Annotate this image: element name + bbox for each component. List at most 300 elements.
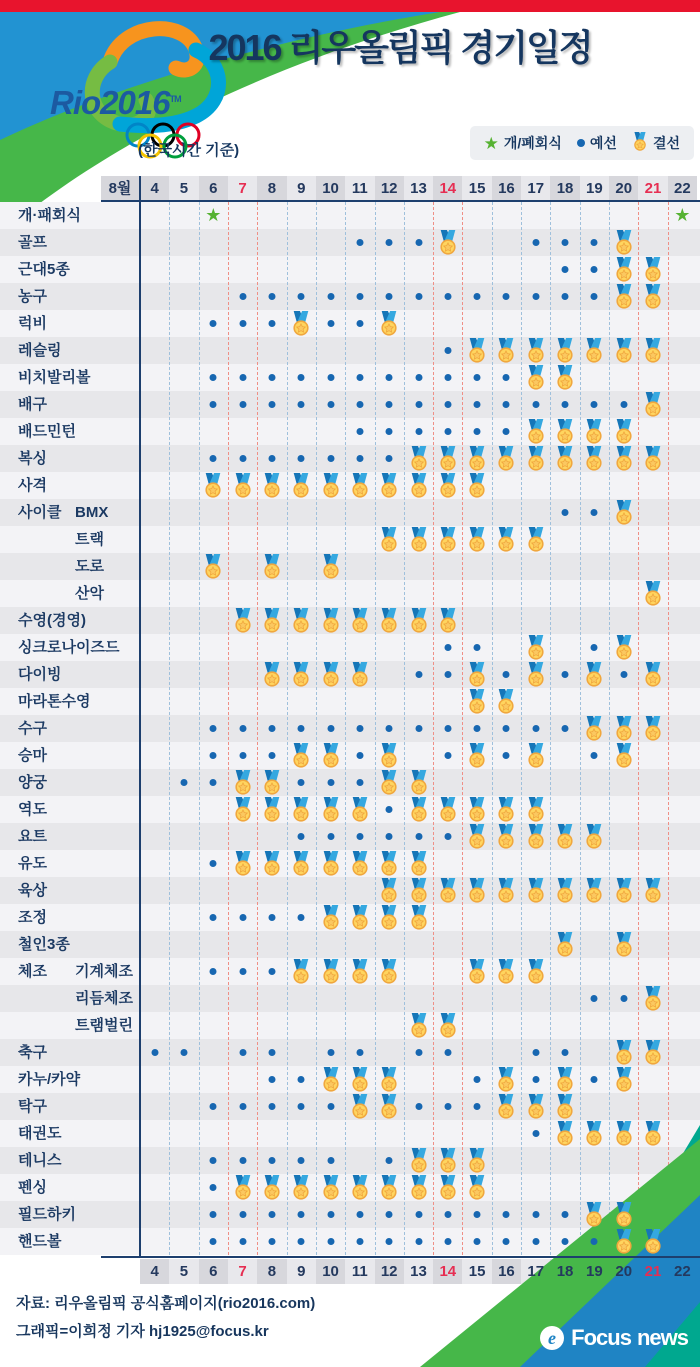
day-number: 4 [150, 1263, 159, 1280]
final-medal-icon [379, 1094, 400, 1119]
final-medal-icon [437, 1148, 458, 1173]
sport-label: 마라톤수영 [18, 693, 91, 710]
medal-icon [261, 608, 282, 633]
final-medal-icon [467, 878, 488, 903]
day-number: 21 [644, 1263, 662, 1280]
day-number: 20 [615, 180, 633, 197]
medal-icon [496, 824, 517, 849]
medal-icon [496, 527, 517, 552]
legend-final-label: 결선 [652, 135, 680, 151]
preliminary-dot-icon [474, 401, 481, 408]
day-number: 5 [179, 1263, 189, 1280]
preliminary-dot-icon [474, 644, 481, 651]
sport-label: 탁구 [18, 1098, 47, 1115]
sport-label: 다이빙 [18, 666, 62, 683]
final-medal-icon [320, 608, 341, 633]
medal-icon [496, 1067, 517, 1092]
medal-icon [379, 959, 400, 984]
preliminary-dot-icon [239, 455, 246, 462]
final-medal-icon [613, 878, 634, 903]
table-bottom-line [101, 1256, 700, 1258]
final-medal-icon [379, 527, 400, 552]
preliminary-dot-icon [503, 752, 510, 759]
preliminary-dot-icon [474, 1238, 481, 1245]
preliminary-dot-icon [591, 995, 598, 1002]
preliminary-dot-icon [327, 293, 334, 300]
preliminary-dot-icon [268, 293, 275, 300]
star-icon: ★ [483, 133, 499, 153]
final-medal-icon [379, 770, 400, 795]
medal-icon [379, 1175, 400, 1200]
medal-icon [555, 446, 576, 471]
preliminary-dot-icon [268, 320, 275, 327]
preliminary-dot-icon [239, 914, 246, 921]
medal-icon [408, 878, 429, 903]
preliminary-dot-icon [298, 725, 305, 732]
day-number: 4 [150, 180, 159, 197]
sport-label: 테니스 [18, 1152, 62, 1169]
medal-icon [261, 770, 282, 795]
medal-icon [555, 878, 576, 903]
preliminary-dot-icon [415, 833, 422, 840]
preliminary-dot-icon [268, 401, 275, 408]
preliminary-dot-icon [444, 671, 451, 678]
preliminary-dot-icon [210, 1184, 217, 1191]
medal-icon [643, 878, 664, 903]
final-medal-icon [320, 1067, 341, 1092]
preliminary-dot-icon [591, 401, 598, 408]
medal-icon [525, 878, 546, 903]
day-header-cell [462, 176, 491, 201]
final-medal-icon [613, 716, 634, 741]
preliminary-dot-icon [386, 401, 393, 408]
final-medal-icon [349, 851, 370, 876]
ceremony-star-icon: ★ [205, 205, 222, 225]
final-medal-icon [437, 473, 458, 498]
preliminary-dot-icon [268, 1103, 275, 1110]
preliminary-dot-icon [474, 725, 481, 732]
sport-label: 근대5종 [18, 261, 70, 278]
medal-icon [584, 338, 605, 363]
preliminary-dot-icon [532, 1211, 539, 1218]
day-header-cell [521, 176, 550, 201]
medal-icon [525, 824, 546, 849]
final-medal-icon [467, 959, 488, 984]
preliminary-dot-icon [474, 1076, 481, 1083]
final-medal-icon [555, 878, 576, 903]
medal-icon [291, 797, 312, 822]
legend-final [632, 132, 680, 154]
preliminary-dot-icon [386, 1157, 393, 1164]
preliminary-dot-icon [503, 671, 510, 678]
sport-label: 승마 [18, 747, 47, 764]
preliminary-dot-icon [532, 1049, 539, 1056]
day-number: 14 [439, 180, 457, 197]
preliminary-dot-icon [444, 725, 451, 732]
preliminary-dot-icon [562, 725, 569, 732]
medal-icon [437, 473, 458, 498]
brand-focus: Focus [571, 1325, 631, 1350]
preliminary-dot-icon [298, 1238, 305, 1245]
sport-label: 사격 [18, 477, 47, 494]
medal-icon [525, 662, 546, 687]
preliminary-dot-icon [239, 725, 246, 732]
final-medal-icon [349, 959, 370, 984]
medal-icon [613, 419, 634, 444]
brand-news: news [636, 1325, 688, 1350]
final-medal-icon [408, 1175, 429, 1200]
legend-ceremony [484, 133, 562, 153]
medal-icon [584, 1202, 605, 1227]
preliminary-dot-icon [356, 320, 363, 327]
preliminary-dot-icon [503, 401, 510, 408]
medal-icon [643, 1229, 664, 1254]
final-medal-icon [261, 770, 282, 795]
medal-icon [437, 608, 458, 633]
day-header-cell [228, 176, 257, 201]
day-number: 15 [468, 1263, 486, 1280]
final-medal-icon [320, 851, 341, 876]
preliminary-dot-icon [298, 401, 305, 408]
final-medal-icon [320, 554, 341, 579]
day-number: 6 [209, 1263, 218, 1280]
preliminary-dot-icon [327, 833, 334, 840]
preliminary-dot-icon [210, 1238, 217, 1245]
preliminary-dot-icon [444, 293, 451, 300]
day-number: 17 [527, 180, 545, 197]
sport-sublabel: 기계체조 [75, 963, 133, 980]
medal-icon [555, 932, 576, 957]
day-number: 6 [209, 180, 218, 197]
final-medal-icon [643, 1121, 664, 1146]
preliminary-dot-icon [532, 239, 539, 246]
day-number: 10 [322, 180, 339, 197]
medal-icon [320, 797, 341, 822]
final-medal-icon [408, 1148, 429, 1173]
medal-icon [379, 1067, 400, 1092]
legend-preliminary-label: 예선 [589, 135, 617, 151]
final-medal-icon [320, 473, 341, 498]
final-medal-icon [613, 500, 634, 525]
preliminary-dot-icon [327, 1103, 334, 1110]
sport-label: 육상 [18, 882, 47, 899]
final-medal-icon [291, 662, 312, 687]
preliminary-dot-icon [327, 1049, 334, 1056]
preliminary-dot-icon [210, 320, 217, 327]
medal-icon [613, 743, 634, 768]
medal-icon [379, 770, 400, 795]
medal-icon [408, 1013, 429, 1038]
table-left-border [139, 176, 141, 1256]
sport-label: 배드민턴 [18, 423, 76, 440]
final-medal-icon [349, 797, 370, 822]
preliminary-dot-icon [210, 1157, 217, 1164]
medal-icon [467, 527, 488, 552]
preliminary-dot-icon [620, 671, 627, 678]
preliminary-dot-icon [591, 752, 598, 759]
preliminary-dot-icon [298, 1157, 305, 1164]
preliminary-dot-icon [327, 1157, 334, 1164]
preliminary-dot-icon [503, 1238, 510, 1245]
medal-icon [437, 446, 458, 471]
final-medal-icon [261, 473, 282, 498]
preliminary-dot-icon [210, 860, 217, 867]
medal-icon [320, 959, 341, 984]
day-number: 8 [267, 180, 277, 197]
preliminary-dot-icon [415, 401, 422, 408]
preliminary-dot-icon [591, 1076, 598, 1083]
preliminary-dot-icon [562, 266, 569, 273]
medal-icon [496, 689, 517, 714]
final-medal-icon [379, 851, 400, 876]
medal-icon [379, 743, 400, 768]
medal-icon [643, 338, 664, 363]
sport-sublabel: 도로 [75, 558, 104, 575]
preliminary-dot-icon [356, 1211, 363, 1218]
medal-icon [467, 743, 488, 768]
preliminary-dot-icon [210, 968, 217, 975]
day-number: 13 [410, 180, 427, 197]
final-medal-icon [613, 635, 634, 660]
medal-icon [555, 1067, 576, 1092]
sport-label: 싱크로나이즈드 [18, 639, 120, 656]
final-medal-icon [525, 959, 546, 984]
final-medal-icon [613, 1121, 634, 1146]
medal-icon [613, 716, 634, 741]
final-medal-icon [643, 1229, 664, 1254]
preliminary-dot-icon [386, 374, 393, 381]
medal-icon [613, 1067, 634, 1092]
final-medal-icon [232, 1175, 253, 1200]
medal-icon [261, 554, 282, 579]
sport-label: 필드하키 [18, 1206, 76, 1223]
final-medal-icon [584, 878, 605, 903]
preliminary-dot-icon [356, 455, 363, 462]
preliminary-dot-icon [415, 725, 422, 732]
medal-icon [525, 635, 546, 660]
day-number: 11 [351, 180, 368, 197]
day-number: 22 [673, 180, 691, 197]
preliminary-dot-icon [591, 239, 598, 246]
day-number: 16 [498, 1263, 515, 1280]
preliminary-dot-icon [239, 1238, 246, 1245]
preliminary-dot-icon [591, 644, 598, 651]
day-number: 7 [238, 1263, 247, 1280]
medal-icon [291, 662, 312, 687]
final-medal-icon [643, 257, 664, 282]
preliminary-dot-icon [210, 752, 217, 759]
medal-icon [525, 527, 546, 552]
medal-icon [555, 824, 576, 849]
final-medal-icon [613, 1202, 634, 1227]
medal-icon [408, 905, 429, 930]
medal-icon [467, 473, 488, 498]
final-medal-icon [525, 824, 546, 849]
preliminary-dot-icon [562, 293, 569, 300]
medal-icon [496, 1094, 517, 1119]
final-medal-icon [320, 743, 341, 768]
preliminary-dot-icon [415, 1211, 422, 1218]
medal-icon [437, 878, 458, 903]
sport-label: 복싱 [18, 450, 47, 467]
final-medal-icon [496, 1094, 517, 1119]
footer-credit: 그래픽=이희정 기자 hj1925@focus.kr [16, 1323, 269, 1340]
final-medal-icon [437, 446, 458, 471]
medal-icon [467, 959, 488, 984]
preliminary-dot-icon [180, 1049, 187, 1056]
final-medal-icon [555, 365, 576, 390]
medal-icon [437, 1175, 458, 1200]
preliminary-dot-icon [444, 1211, 451, 1218]
final-medal-icon [467, 824, 488, 849]
final-medal-icon [584, 1121, 605, 1146]
preliminary-dot-icon [210, 1103, 217, 1110]
final-medal-icon [232, 851, 253, 876]
medal-icon [584, 878, 605, 903]
preliminary-dot-icon [356, 374, 363, 381]
final-medal-icon [643, 392, 664, 417]
final-medal-icon [232, 608, 253, 633]
sport-label: 체조 [18, 963, 47, 980]
legend-ceremony-label: 개/폐회식 [503, 135, 562, 151]
final-medal-icon [261, 608, 282, 633]
preliminary-dot-icon [210, 401, 217, 408]
preliminary-dot-icon [444, 374, 451, 381]
final-medal-icon [291, 473, 312, 498]
preliminary-dot-icon [386, 239, 393, 246]
final-medal-icon [408, 905, 429, 930]
medal-icon [467, 662, 488, 687]
medal-icon [291, 608, 312, 633]
final-medal-icon [643, 446, 664, 471]
day-number: 5 [179, 180, 189, 197]
final-medal-icon [613, 1040, 634, 1065]
day-number: 10 [322, 1263, 339, 1280]
medal-icon [555, 338, 576, 363]
medal-icon [613, 1229, 634, 1254]
preliminary-dot-icon [532, 293, 539, 300]
sport-label: 배구 [18, 396, 47, 413]
medal-icon [232, 1175, 253, 1200]
medal-icon [261, 1175, 282, 1200]
final-medal-icon [379, 743, 400, 768]
final-medal-icon [496, 797, 517, 822]
final-medal-icon [437, 230, 458, 255]
medal-icon [555, 419, 576, 444]
preliminary-dot-icon [356, 779, 363, 786]
medal-icon [632, 132, 648, 154]
final-medal-icon [525, 1094, 546, 1119]
final-medal-icon [467, 1148, 488, 1173]
final-medal-icon [437, 1013, 458, 1038]
legend [470, 126, 694, 160]
rio2016-logo-text: Rio2016™ [50, 84, 181, 121]
medal-icon [584, 716, 605, 741]
legend-preliminary [577, 133, 617, 153]
final-medal-icon [379, 473, 400, 498]
medal-icon [291, 743, 312, 768]
preliminary-dot-icon [268, 1238, 275, 1245]
medal-icon [584, 1121, 605, 1146]
final-medal-icon [467, 662, 488, 687]
final-medal-icon [408, 878, 429, 903]
preliminary-dot-icon [239, 1103, 246, 1110]
preliminary-dot-icon [562, 671, 569, 678]
medal-icon [232, 608, 253, 633]
preliminary-dot-icon [474, 428, 481, 435]
day-number: 11 [351, 1263, 368, 1280]
preliminary-dot-icon [298, 1076, 305, 1083]
day-header-cell [316, 176, 345, 201]
preliminary-dot-icon [444, 644, 451, 651]
month-label: 8월 [101, 176, 139, 201]
day-number: 9 [297, 1263, 306, 1280]
preliminary-dot-icon [327, 1211, 334, 1218]
final-medal-icon [496, 689, 517, 714]
preliminary-dot-icon [532, 1130, 539, 1137]
preliminary-dot-icon [210, 455, 217, 462]
final-medal-icon [525, 878, 546, 903]
preliminary-dot-icon [386, 455, 393, 462]
final-medal-icon [613, 284, 634, 309]
preliminary-dot-icon [210, 779, 217, 786]
ceremony-star-icon: ★ [674, 205, 691, 225]
preliminary-dot-icon [415, 374, 422, 381]
day-number: 8 [267, 1263, 277, 1280]
preliminary-dot-icon [268, 374, 275, 381]
preliminary-dot-icon [210, 725, 217, 732]
medal-icon [232, 473, 253, 498]
final-medal-icon [437, 527, 458, 552]
final-medal-icon [555, 932, 576, 957]
final-medal-icon [555, 1094, 576, 1119]
preliminary-dot-icon [298, 914, 305, 921]
final-medal-icon [349, 662, 370, 687]
medal-icon [261, 662, 282, 687]
final-medal-icon [408, 446, 429, 471]
final-medal-icon [291, 743, 312, 768]
sport-label: 펜싱 [18, 1179, 47, 1196]
final-medal-icon [291, 608, 312, 633]
medal-icon [496, 446, 517, 471]
medal-icon [349, 905, 370, 930]
header-underline [101, 200, 700, 202]
preliminary-dot-icon [591, 293, 598, 300]
final-medal-icon [613, 257, 634, 282]
preliminary-dot-icon [327, 725, 334, 732]
final-medal-icon [525, 338, 546, 363]
preliminary-dot-icon [268, 752, 275, 759]
sport-label: 레슬링 [18, 342, 62, 359]
final-medal-icon [643, 878, 664, 903]
day-header-cell [404, 176, 433, 201]
medal-icon [643, 392, 664, 417]
medal-icon [320, 1067, 341, 1092]
preliminary-dot-icon [268, 455, 275, 462]
final-medal-icon [584, 716, 605, 741]
medal-icon [291, 851, 312, 876]
medal-icon [320, 473, 341, 498]
medal-icon [555, 1121, 576, 1146]
page-title: 2016 리우올림픽 경기일정 [208, 27, 592, 68]
final-medal-icon [584, 824, 605, 849]
day-number: 12 [380, 1263, 398, 1280]
preliminary-dot-icon [415, 239, 422, 246]
medal-icon [613, 1121, 634, 1146]
medal-icon [643, 1040, 664, 1065]
medal-icon [408, 473, 429, 498]
final-medal-icon [555, 419, 576, 444]
